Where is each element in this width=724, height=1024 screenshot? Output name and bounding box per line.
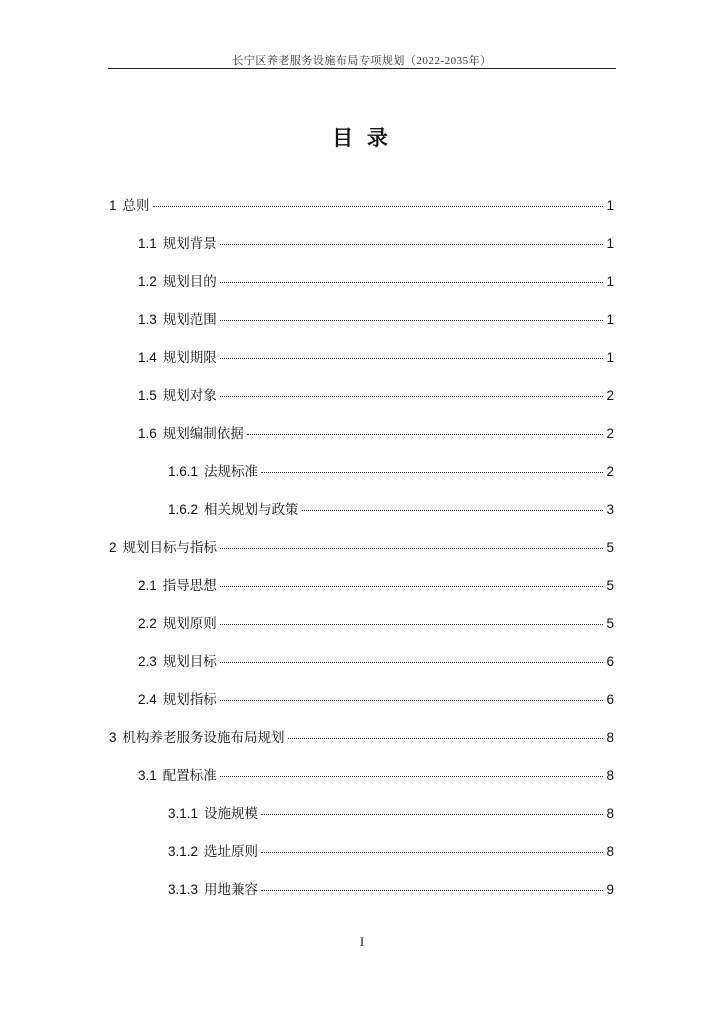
page-number: I — [359, 934, 365, 949]
toc-entry-number: 1.5 — [138, 388, 157, 403]
toc-entry-label: 规划目的 — [162, 274, 217, 289]
toc-entry-2-4[interactable] — [138, 688, 614, 708]
toc-entry-number: 2 — [109, 540, 117, 555]
toc-entry-page: 5 — [606, 540, 614, 555]
toc-entry-1-6[interactable] — [138, 422, 614, 442]
toc-entry-label: 规划期限 — [162, 350, 217, 365]
toc-entry-page: 2 — [606, 426, 614, 441]
toc-entry-number: 2.2 — [138, 616, 157, 631]
dot-leader — [261, 852, 603, 853]
toc-entry-number: 2.4 — [138, 692, 157, 707]
dot-leader — [261, 814, 603, 815]
toc-entry-label: 配置标准 — [162, 768, 217, 783]
toc-entry-number: 3.1.2 — [168, 844, 199, 859]
dot-leader — [220, 700, 604, 701]
toc-entry-2-1[interactable] — [138, 574, 614, 594]
toc-entry-page: 1 — [606, 312, 614, 327]
dot-leader — [153, 206, 604, 207]
toc-entry-page: 8 — [606, 806, 614, 821]
toc-entry-page: 5 — [606, 578, 614, 593]
dot-leader — [220, 776, 604, 777]
toc-entry-page: 1 — [606, 236, 614, 251]
dot-leader — [220, 624, 604, 625]
toc-entry-number: 1.4 — [138, 350, 157, 365]
toc-entry-label: 规划目标 — [162, 654, 217, 669]
toc-entry-page: 3 — [606, 502, 614, 517]
toc-entry-page: 2 — [606, 464, 614, 479]
toc-title: 目 录 — [332, 127, 392, 150]
dot-leader — [288, 738, 604, 739]
toc-entry-label: 规划对象 — [162, 388, 217, 403]
toc-entry-2-2[interactable] — [138, 612, 614, 632]
toc-entry-number: 1.6.1 — [168, 464, 199, 479]
dot-leader — [220, 662, 604, 663]
toc-entry-number: 1.2 — [138, 274, 157, 289]
dot-leader — [220, 396, 604, 397]
toc-entry-page: 1 — [606, 198, 614, 213]
toc-entry-1-6-2[interactable] — [168, 498, 614, 518]
toc-entry-label: 规划范围 — [162, 312, 217, 327]
toc-entry-3-1-3[interactable] — [168, 878, 614, 898]
toc-entry-number: 3 — [109, 730, 117, 745]
toc-entry-number: 1.1 — [138, 236, 157, 251]
toc-entry-number: 3.1.1 — [168, 806, 199, 821]
dot-leader — [220, 586, 604, 587]
toc-entry-page: 2 — [606, 388, 614, 403]
toc-entry-page: 8 — [606, 844, 614, 859]
toc-entry-label: 机构养老服务设施布局规划 — [122, 730, 285, 745]
running-header: 长宁区养老服务设施布局专项规划（2022-2035年） — [232, 55, 492, 67]
toc-entry-label: 规划原则 — [162, 616, 217, 631]
toc-entry-2[interactable] — [109, 536, 614, 556]
toc-entry-label: 相关规划与政策 — [204, 502, 299, 517]
toc-entry-label: 规划指标 — [162, 692, 217, 707]
toc-entry-label: 用地兼容 — [204, 882, 259, 897]
toc-entry-3-1-2[interactable] — [168, 840, 614, 860]
toc-entry-label: 总则 — [122, 198, 150, 213]
toc-entry-number: 1.6 — [138, 426, 157, 441]
toc-entry-page: 8 — [606, 768, 614, 783]
dot-leader — [302, 510, 604, 511]
toc-entry-1-4[interactable] — [138, 346, 614, 366]
dot-leader — [220, 282, 604, 283]
toc-entry-1-1[interactable] — [138, 232, 614, 252]
toc-entry-3-1[interactable] — [138, 764, 614, 784]
dot-leader — [247, 434, 604, 435]
dot-leader — [220, 548, 603, 549]
toc-entry-3-1-1[interactable] — [168, 802, 614, 822]
toc-entry-label: 规划编制依据 — [162, 426, 244, 441]
toc-entry-1-5[interactable] — [138, 384, 614, 404]
toc-entry-page: 1 — [606, 274, 614, 289]
dot-leader — [220, 358, 604, 359]
toc-entry-number: 2.1 — [138, 578, 157, 593]
dot-leader — [220, 244, 604, 245]
dot-leader — [261, 890, 603, 891]
dot-leader — [220, 320, 604, 321]
toc-entry-page: 1 — [606, 350, 614, 365]
toc-entry-2-3[interactable] — [138, 650, 614, 670]
toc-entry-1-6-1[interactable] — [168, 460, 614, 480]
toc-entry-label: 法规标准 — [204, 464, 259, 479]
toc-entry-number: 1.6.2 — [168, 502, 199, 517]
toc-entry-page: 5 — [606, 616, 614, 631]
toc-entry-page: 6 — [606, 692, 614, 707]
dot-leader — [261, 472, 603, 473]
toc-entry-1-3[interactable] — [138, 308, 614, 328]
toc-entry-1-2[interactable] — [138, 270, 614, 290]
toc-entry-3[interactable] — [109, 726, 614, 746]
toc-entry-label: 指导思想 — [162, 578, 217, 593]
toc-entry-number: 3.1 — [138, 768, 157, 783]
toc-entry-number: 1 — [109, 198, 117, 213]
header-rule — [108, 68, 616, 69]
toc-entry-page: 6 — [606, 654, 614, 669]
toc-entry-number: 2.3 — [138, 654, 157, 669]
toc-entry-number: 3.1.3 — [168, 882, 199, 897]
toc-entry-number: 1.3 — [138, 312, 157, 327]
toc-entry-page: 9 — [606, 882, 614, 897]
toc-entry-label: 设施规模 — [204, 806, 259, 821]
toc-entry-label: 规划背景 — [162, 236, 217, 251]
toc-entry-label: 选址原则 — [204, 844, 259, 859]
toc-entry-page: 8 — [606, 730, 614, 745]
toc-entry-label: 规划目标与指标 — [122, 540, 218, 555]
toc-entry-1[interactable] — [109, 194, 614, 214]
